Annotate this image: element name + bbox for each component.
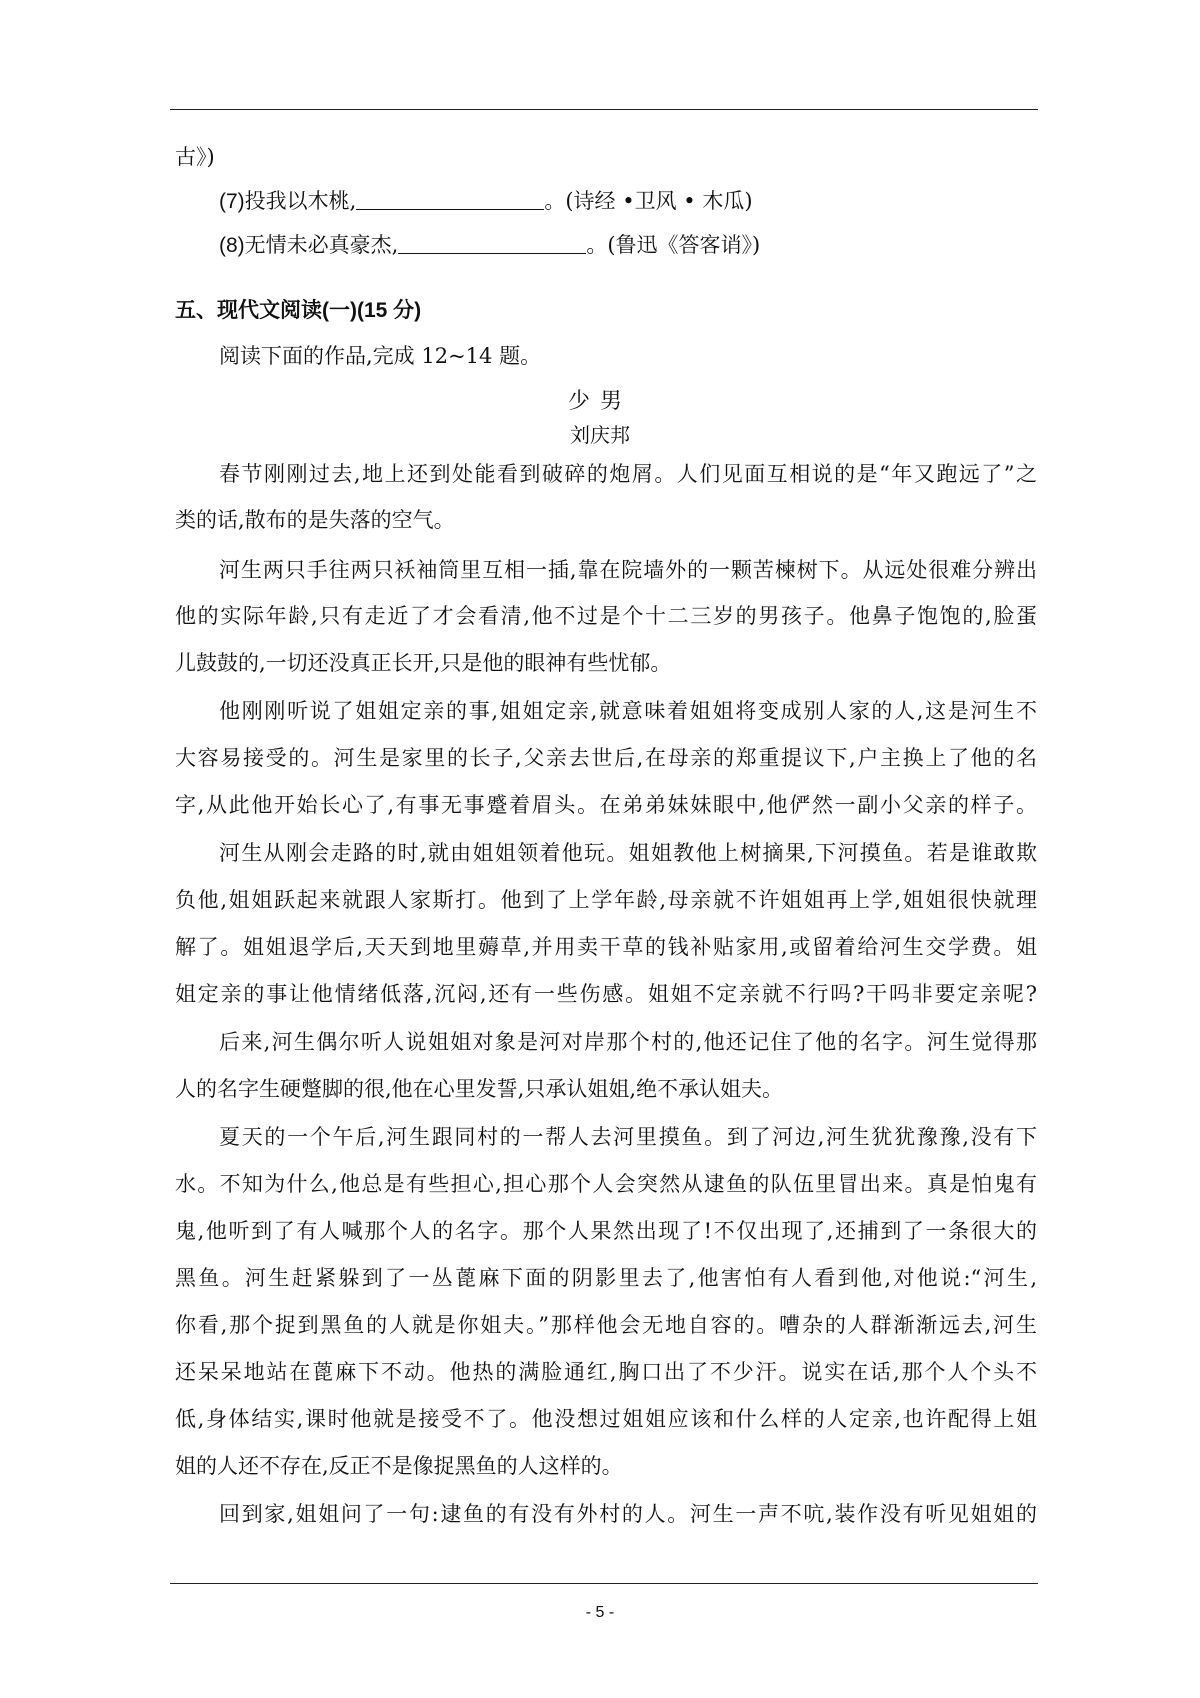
question-7-prompt: 投我以木桃, (244, 189, 357, 213)
question-8-source: 。(鲁迅《答客诮》) (586, 233, 761, 257)
article-line: 河生两只手往两只袄袖筒里互相一插,靠在院墙外的一颗苦楝树下。从远处很难分辨出 (219, 558, 1037, 582)
footer-rule (170, 1583, 1038, 1584)
article-line: 人的名字生硬蹩脚的很,他在心里发誓,只承认姐姐,绝不承认姐夫。 (175, 1077, 784, 1101)
article-line: 黑鱼。河生赶紧躲到了一丛蓖麻下面的阴影里去了,他害怕有人看到他,对他说:“河生, (175, 1266, 1037, 1290)
article-line: 大容易接受的。河生是家里的长子,父亲去世后,在母亲的郑重提议下,户主换上了他的名 (175, 746, 1037, 770)
question-8-number: (8) (219, 234, 245, 257)
question-8-prompt: 无情未必真豪杰, (244, 233, 399, 257)
page-number: - 5 - (585, 1604, 615, 1621)
question-7-answer-blank[interactable] (356, 189, 544, 210)
article-line: 他刚刚听说了姐姐定亲的事,姐姐定亲,就意味着姐姐将变成别人家的人,这是河生不 (219, 699, 1037, 723)
article-line: 水。不知为什么,他总是有些担心,担心那个人会突然从逮鱼的队伍里冒出来。真是怕鬼有 (175, 1172, 1037, 1196)
article-line: 负他,姐姐跃起来就跟人家斯打。他到了上学年龄,母亲就不许姐姐再上学,姐姐很快就理 (175, 888, 1037, 912)
continued-text: 古》) (175, 145, 215, 169)
article-line: 儿鼓鼓的,一切还没真正长开,只是他的眼神有些忧郁。 (175, 651, 672, 675)
article-line: 他的实际年龄,只有走近了才会看清,他不过是个十二三岁的男孩子。他鼻子饱饱的,脸蛋 (175, 604, 1037, 628)
article-line: 夏天的一个午后,河生跟同村的一帮人去河里摸鱼。到了河边,河生犹犹豫豫,没有下 (219, 1125, 1037, 1149)
article-line: 你看,那个捉到黑鱼的人就是你姐夫。”那样他会无地自容的。嘈杂的人群渐渐远去,河生 (175, 1313, 1037, 1337)
article-line: 后来,河生偶尔听人说姐姐对象是河对岸那个村的,他还记住了他的名字。河生觉得那 (219, 1030, 1037, 1054)
article-line: 姐的人还不存在,反正不是像捉黑鱼的人这样的。 (175, 1454, 623, 1478)
article-line: 回到家,姐姐问了一句:逮鱼的有没有外村的人。河生一声不吭,装作没有听见姐姐的 (219, 1502, 1037, 1526)
question-8-answer-blank[interactable] (398, 233, 586, 254)
article-line: 春节刚刚过去,地上还到处能看到破碎的炮屑。人们见面互相说的是“年又跑远了”之 (219, 462, 1037, 486)
article-line: 河生从刚会走路的时,就由姐姐领着他玩。姐姐教他上树摘果,下河摸鱼。若是谁敢欺 (219, 841, 1037, 865)
header-rule (170, 109, 1038, 110)
article-line: 还呆呆地站在蓖麻下不动。他热的满脸通红,胸口出了不少汗。说实在话,那个人个头不 (175, 1360, 1037, 1384)
article-line: 姐定亲的事让他情绪低落,沉闷,还有一些伤感。姐姐不定亲就不行吗?干吗非要定亲呢? (175, 982, 1037, 1006)
article-line: 解了。姐姐退学后,天天到地里薅草,并用卖干草的钱补贴家用,或留着给河生交学费。姐 (175, 935, 1037, 959)
article-line: 类的话,散布的是失落的空气。 (175, 508, 455, 532)
section-heading: 五、现代文阅读(一)(15 分) (175, 299, 422, 322)
question-8 (219, 230, 1037, 260)
section-instruction: 阅读下面的作品,完成 12~14 题。 (219, 344, 542, 368)
question-7-number: (7) (219, 190, 245, 213)
article-line: 鬼,他听到了有人喊那个人的名字。那个人果然出现了!不仅出现了,还捕到了一条很大的 (175, 1219, 1037, 1243)
question-7 (219, 186, 1037, 216)
article-line: 字,从此他开始长心了,有事无事蹙着眉头。在弟弟妹妹眼中,他俨然一副小父亲的样子。 (175, 793, 1037, 817)
article-author: 刘庆邦 (570, 423, 630, 447)
article-line: 低,身体结实,课时他就是接受不了。他没想过姐姐应该和什么样的人定亲,也许配得上姐 (175, 1407, 1037, 1431)
article-title: 少男 (567, 388, 632, 413)
question-7-source: 。(诗经 •卫风 • 木瓜) (544, 189, 753, 213)
